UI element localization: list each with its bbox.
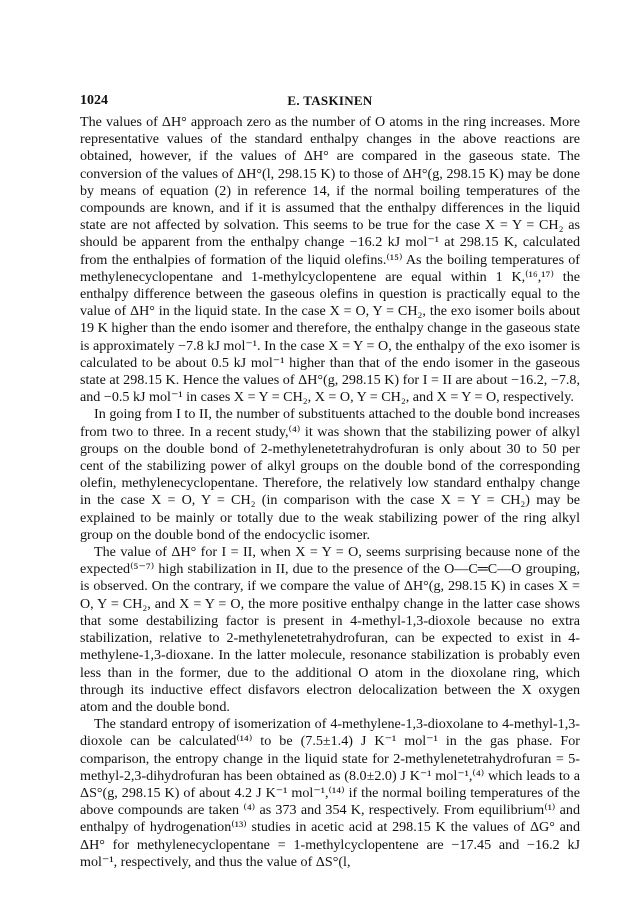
journal-page — [80, 92, 580, 871]
running-header — [80, 92, 580, 112]
paragraph-enthalpy-gas-phase: The values of ΔH° approach zero as the number of O atoms in the ring increases. More representative values of the standard enthalpy changes in the above reactions are obtained, however, if the values of ΔH° are compared in the gaseous state. The conversion of the values of ΔH°(l, 298.15 K) to those of ΔH°(g, 298.15 K) may be done by means of equation (2) in reference 14, if the normal boiling temperatures of the compounds are known, and if it is assumed that the enthalpy differences in the liquid state are not affected by solvation. This seems to be true for the case X = Y = CH₂ as should be apparent from the enthalpy change −16.2 kJ mol⁻¹ at 298.15 K, calculated from the enthalpies of formation of the liquid olefins.⁽¹⁵⁾ As the boiling temperatures of methylenecyclopentane and 1-methylcyclopentene are equal within 1 K,⁽¹⁶,¹⁷⁾ the enthalpy difference between the gaseous olefins in question is practically equal to the value of ΔH° in the liquid state. In the case X = O, Y = CH₂, the exo isomer boils about 19 K higher than the endo isomer and therefore, the enthalpy change in the gaseous state is approximately −7.8 kJ mol⁻¹. In the case X = Y = O, the enthalpy of the exo isomer is calculated to be about 0.5 kJ mol⁻¹ higher than that of the endo isomer in the gaseous state at 298.15 K. Hence the values of ΔH°(g, 298.15 K) for I = II are about −16.2, −7.8, and −0.5 kJ mol⁻¹ in cases X = Y = CH₂, X = O, Y = CH₂, and X = Y = O, respectively. — [80, 114, 580, 406]
paragraph-dioxole-stabilization: The value of ΔH° for I = II, when X = Y = O, seems surprising because none of the expected⁽⁵⁻⁷⁾ high stabilization in II, due to the presence of the O—C═C—O grouping, is observed. On the contrary, if we compare the value of ΔH°(g, 298.15 K) in cases X = O, Y = CH₂, and X = Y = O, the more positive enthalpy change in the latter case shows that some destabilizing factor is present in 4-methyl-1,3-dioxole because no extra stabilization, relative to 2-methylenetetrahydrofuran, can be expected to exist in 4-methylene-1,3-dioxane. In the latter molecule, resonance stabilization is probably even less than in the former, due to the additional O atom in the dioxolane ring, which through its inductive effect disfavors electron delocalization between the X oxygen atom and the double bond. — [80, 544, 580, 715]
author-running-head: E. TASKINEN — [287, 93, 373, 108]
paragraph-entropy: The standard entropy of isomerization of 4-methylene-1,3-dioxolane to 4-methyl-1,3-dioxole can be calculated⁽¹⁴⁾ to be (7.5±1.4) J K⁻¹ mol⁻¹ in the gas phase. For comparison, the entropy change in the liquid state for 2-methylenetetrahydrofuran = 5-methyl-2,3-dihydrofuran has been obtained as (8.0±2.0) J K⁻¹ mol⁻¹,⁽⁴⁾ which leads to a ΔS°(g, 298.15 K) of about 4.2 J K⁻¹ mol⁻¹,⁽¹⁴⁾ if the normal boiling temperatures of the above compounds are taken ⁽⁴⁾ as 373 and 354 K, respectively. From equilibrium⁽¹⁾ and enthalpy of hydrogenation⁽¹³⁾ studies in acetic acid at 298.15 K the values of ΔG° and ΔH° for methylenecyclopentane = 1-methylcyclopentene are −17.45 and −16.2 kJ mol⁻¹, respectively, and thus the value of ΔS°(l, — [80, 716, 580, 870]
paragraph-substituents: In going from I to II, the number of substituents attached to the double bond increases from two to three. In a recent study,⁽⁴⁾ it was shown that the stabilizing power of alkyl groups on the double bond of 2-methylenetetrahydrofuran is only about 30 to 50 per cent of the stabilizing power of alkyl groups on the double bond of the corresponding olefin, methylenecyclopentane. Therefore, the relatively low standard enthalpy change in the case X = O, Y = CH₂ (in comparison with the case X = Y = CH₂) may be explained to be mainly or totally due to the weak stabilizing power of the ring alkyl group on the double bond of the endocyclic isomer. — [80, 406, 580, 543]
page-number: 1024 — [80, 93, 108, 108]
